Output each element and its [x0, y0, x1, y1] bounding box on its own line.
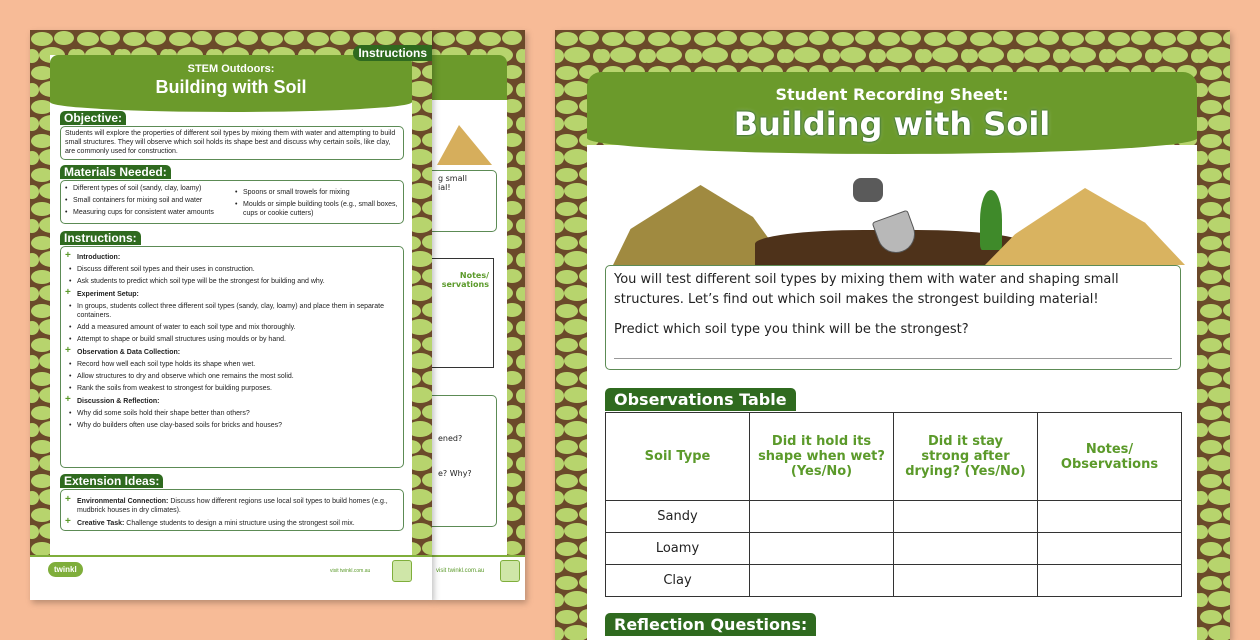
answer-cell[interactable] [1038, 501, 1182, 533]
materials-box [60, 180, 404, 224]
answer-cell[interactable] [750, 533, 894, 565]
section-title: + Experiment Setup: [65, 287, 139, 298]
material-item: • Spoons or small trowels for mixing [231, 188, 401, 197]
observations-table-label: Observations Table [605, 388, 796, 411]
hand-glove [853, 178, 883, 202]
objective-text: Students will explore the properties of different soil types by mixing them with water and attempting to build small structures. They will observe which soil holds its shape best and discuss why certain soils, like clay, are commonly used for construction. [65, 130, 396, 155]
footer-url: visit twinkl.com.au [330, 568, 371, 574]
column-header: Did it stay strong after drying? (Yes/No) [894, 413, 1038, 501]
answer-cell[interactable] [894, 565, 1038, 597]
intro-text: You will test different soil types by mixing them with water and shaping small structures. Let’s find out which soil makes the strongest building material! [614, 272, 1119, 307]
table-row [606, 533, 1182, 565]
text-fragment: Notes/ [459, 271, 489, 280]
answer-cell[interactable] [750, 501, 894, 533]
plus-icon: + [65, 516, 71, 527]
section-title: + Discussion & Reflection: [65, 394, 160, 405]
quality-badge-icon [392, 560, 412, 582]
prediction-question: Predict which soil type you think will be the strongest? [614, 322, 969, 337]
quality-badge-icon [500, 560, 520, 582]
extension-label: Extension Ideas: [60, 474, 163, 488]
instructions-box [60, 246, 404, 468]
recording-sheet-back [432, 30, 525, 600]
instruction-item: • Record how well each soil type holds its shape when wet. [65, 360, 399, 369]
instruction-item: • In groups, students collect three different soil types (sandy, clay, loamy) and place them in separate containers. [65, 302, 399, 320]
plus-icon: + [65, 287, 71, 298]
section-title: + Observation & Data Collection: [65, 345, 181, 356]
objective-label: Objective: [60, 111, 126, 125]
text-fragment: e? Why? [438, 469, 472, 478]
instruction-item: • Why do builders often use clay-based soils for bricks and houses? [65, 421, 399, 430]
twinkl-logo: twinkl [48, 562, 83, 577]
intro-box [605, 265, 1181, 370]
header-title: Building with Soil [155, 77, 307, 97]
column-header: Did it hold its shape when wet? (Yes/No) [750, 413, 894, 501]
observations-table [605, 412, 1182, 597]
answer-cell[interactable] [1038, 533, 1182, 565]
instructions-sheet [30, 30, 432, 600]
section-title: + Introduction: [65, 250, 121, 261]
seedling [980, 190, 1002, 250]
answer-cell[interactable] [894, 501, 1038, 533]
header-subtitle: Student Recording Sheet: [775, 85, 1009, 104]
soil-type-cell: Clay [606, 565, 750, 597]
extension-box [60, 489, 404, 531]
table-row [606, 565, 1182, 597]
header-subtitle: STEM Outdoors: [187, 63, 275, 75]
instructions-corner-tab: Instructions [353, 45, 432, 61]
objective-box [60, 126, 404, 160]
column-header: Soil Type [606, 413, 750, 501]
plus-icon: + [65, 394, 71, 405]
text-fragment: g small [438, 174, 467, 183]
material-item: • Measuring cups for consistent water amounts [61, 208, 231, 217]
instruction-item: • Attempt to shape or build small structures using moulds or by hand. [65, 335, 399, 344]
instruction-item: • Ask students to predict which soil type will be the strongest for building and why. [65, 277, 399, 286]
answer-cell[interactable] [750, 565, 894, 597]
soil-type-cell: Sandy [606, 501, 750, 533]
instruction-item: • Why did some soils hold their shape better than others? [65, 409, 399, 418]
instruction-item: • Discuss different soil types and their uses in construction. [65, 265, 399, 274]
text-fragment: ial! [438, 183, 451, 192]
plus-icon: + [65, 345, 71, 356]
prediction-answer-line[interactable] [614, 358, 1172, 359]
material-item: • Different types of soil (sandy, clay, loamy) [61, 184, 231, 193]
header-title: Building with Soil [733, 105, 1051, 143]
footer-url: visit twinkl.com.au [436, 568, 485, 574]
answer-cell[interactable] [894, 533, 1038, 565]
student-recording-sheet [555, 30, 1230, 640]
extension-item: + Environmental Connection: Discuss how different regions use local soil types to build homes (e.g., mudbrick houses in dry climates). [65, 494, 388, 514]
material-item: • Small containers for mixing soil and water [61, 196, 231, 205]
plus-icon: + [65, 494, 71, 505]
text-fragment: ened? [438, 434, 463, 443]
sheet-header [587, 72, 1197, 154]
material-item: • Moulds or simple building tools (e.g., small boxes, cups or cookie cutters) [231, 200, 401, 218]
instruction-item: • Allow structures to dry and observe which one remains the most solid. [65, 372, 399, 381]
table-row [606, 501, 1182, 533]
soil-type-cell: Loamy [606, 533, 750, 565]
text-fragment: servations [441, 280, 489, 289]
plus-icon: + [65, 250, 71, 261]
reflection-questions-label: Reflection Questions: [605, 613, 816, 636]
materials-label: Materials Needed: [60, 165, 171, 179]
column-header: Notes/ Observations [1038, 413, 1182, 501]
instructions-label: Instructions: [60, 231, 141, 245]
answer-cell[interactable] [1038, 565, 1182, 597]
instruction-item: • Rank the soils from weakest to strongest for building purposes. [65, 384, 399, 393]
instruction-item: • Add a measured amount of water to each soil type and mix thoroughly. [65, 323, 399, 332]
sheet-header [50, 55, 412, 112]
extension-item: + Creative Task: Challenge students to design a mini structure using the strongest soil mix. [65, 516, 355, 527]
